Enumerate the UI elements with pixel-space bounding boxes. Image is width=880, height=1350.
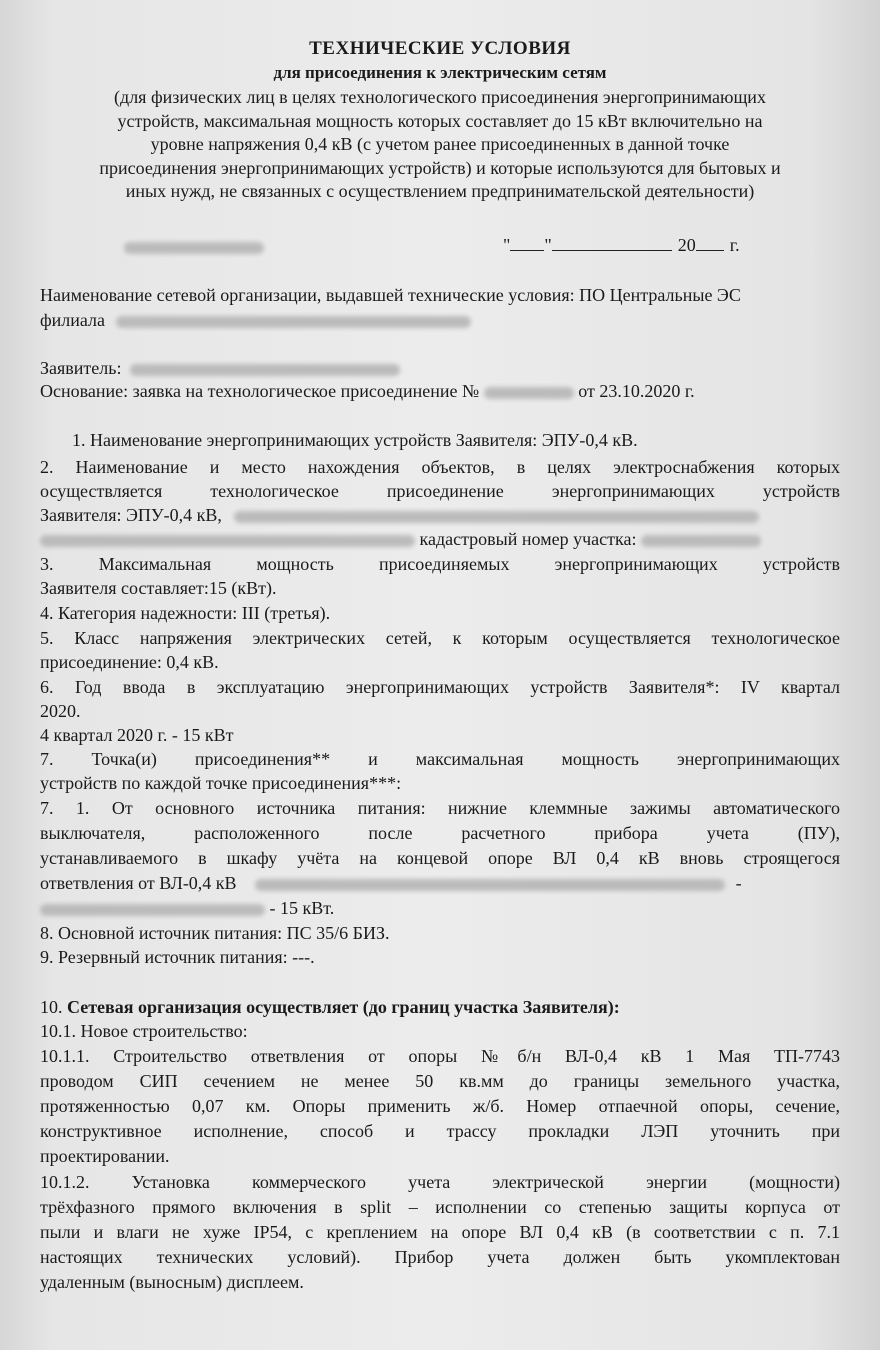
scope-line: иных нужд, не связанных с осуществлением предпринимательской деятельности) xyxy=(125,181,755,201)
item-10-number: 10. xyxy=(40,997,63,1017)
item-7-1-line: устанавливаемого в шкафу учёта на концевой опоре ВЛ 0,4 кВ вновь строящегося xyxy=(40,848,840,868)
date-year-suffix: г. xyxy=(729,235,740,255)
applicant-line xyxy=(40,358,400,379)
item-10-1-1-line: проектировании. xyxy=(40,1146,170,1166)
item-6-line: 4 квартал 2020 г. - 15 кВт xyxy=(40,725,234,745)
item-10-1-1-line: 10.1.1. Строительство ответвления от опоры №б/н ВЛ-0,4 кВ 1 Мая ТП-7743 xyxy=(40,1046,840,1066)
scope-paragraph xyxy=(40,86,840,204)
document-subtitle: для присоединения к электрическим сетям xyxy=(273,63,607,82)
document-title: ТЕХНИЧЕСКИЕ УСЛОВИЯ xyxy=(309,38,571,59)
item-10-text: Сетевая организация осуществляет (до границ участка Заявителя): xyxy=(67,997,620,1017)
redaction-blur xyxy=(234,511,759,523)
item-3-line: Заявителя составляет:15 (кВт). xyxy=(40,578,277,598)
item-10-1-2-line: трёхфазного прямого включения в split – исполнении со степенью защиты корпуса от xyxy=(40,1197,840,1217)
org-branch-line xyxy=(40,310,471,331)
redaction-blur xyxy=(116,316,471,328)
redaction-blur xyxy=(40,904,265,916)
redaction-blur xyxy=(40,535,415,547)
item-7-1-line xyxy=(40,898,334,919)
item-10-1-1-line: проводом СИП сечением не менее 50 кв.мм до границы земельного участка, xyxy=(40,1071,840,1091)
date-year-blank xyxy=(696,233,724,251)
item-10-1-1-line: конструктивное исполнение, способ и трассу прокладки ЛЭП уточнить при xyxy=(40,1121,840,1141)
item-2-line xyxy=(40,529,761,550)
item-10-1-2-line: 10.1.2. Установка коммерческого учета электрической энергии (мощности) xyxy=(40,1172,840,1192)
date-close-quote: " xyxy=(544,235,552,255)
redaction-blur xyxy=(484,387,574,399)
item-7-1-branch: ответвления от ВЛ-0,4 кВ xyxy=(40,873,237,893)
item-7-1-line: ответвления от ВЛ-0,4 кВ - xyxy=(40,873,742,893)
redaction-blur xyxy=(641,535,761,547)
item-2-line: 2. Наименование и место нахождения объектов, в целях электроснабжения которых xyxy=(40,457,840,477)
date-day-blank xyxy=(510,233,544,251)
item-5-line: присоединение: 0,4 кВ. xyxy=(40,652,219,672)
item-6-line: 6. Год ввода в эксплуатацию энергопринимающих устройств Заявителя*: IV квартал xyxy=(40,677,840,697)
basis-prefix: Основание: заявка на технологическое присоединение № xyxy=(40,381,480,401)
org-name-line: Наименование сетевой организации, выдавшей технические условия: ПО Центральные ЭС xyxy=(40,285,741,305)
item-10-1-2-line: пыли и влаги не хуже IP54, с креплением на опоре ВЛ 0,4 кВ (в соответствии с п. 7.1 xyxy=(40,1222,840,1242)
item-10-1-2-line: удаленным (выносным) дисплеем. xyxy=(40,1272,304,1292)
date-line xyxy=(503,233,740,256)
item-2-line xyxy=(40,505,759,526)
item-6-line: 2020. xyxy=(40,701,81,721)
date-month-blank xyxy=(552,233,672,251)
scope-line: (для физических лиц в целях технологического присоединения энергопринимающих xyxy=(114,87,766,107)
date-year-prefix: 20 xyxy=(677,235,696,255)
document-number-redacted xyxy=(124,236,264,257)
basis-line xyxy=(40,381,695,402)
scope-line: уровне напряжения 0,4 кВ (с учетом ранее присоединенных в данной точке xyxy=(150,134,730,154)
item-5-line: 5. Класс напряжения электрических сетей, к которым осуществляется технологическое xyxy=(40,628,840,648)
item-10-heading xyxy=(40,997,620,1018)
item-7-1-line: выключателя, расположенного после расчетного прибора учета (ПУ), xyxy=(40,823,840,843)
redaction-blur xyxy=(255,879,725,891)
item-9: 9. Резервный источник питания: ---. xyxy=(40,947,315,967)
redaction-blur xyxy=(130,364,400,376)
item-4: 4. Категория надежности: III (третья). xyxy=(40,603,331,623)
item-2-line: осуществляется технологическое присоединение энергопринимающих устройств xyxy=(40,481,840,501)
basis-suffix: от 23.10.2020 г. xyxy=(578,381,695,401)
item-7-1-line: 7. 1. От основного источника питания: нижние клеммные зажимы автоматического xyxy=(40,798,840,818)
item-10-1-2-line: настоящих технических условий). Прибор учета должен быть укомплектован xyxy=(40,1247,840,1267)
item-8: 8. Основной источник питания: ПС 35/6 БИЗ. xyxy=(40,923,390,943)
item-7-line: устройств по каждой точке присоединения***: xyxy=(40,773,402,793)
scope-line: присоединения энергопринимающих устройств) и которые используются для бытовых и xyxy=(99,157,781,178)
cadastral-label: кадастровый номер участка: xyxy=(419,529,637,549)
redaction-blur xyxy=(124,242,264,254)
item-10-1-1-line: протяженностью 0,07 км. Опоры применить ж/б. Номер отпаечной опоры, сечение, xyxy=(40,1096,840,1116)
item-10-1: 10.1. Новое строительство: xyxy=(40,1021,248,1041)
item-3-line: 3. Максимальная мощность присоединяемых энергопринимающих устройств xyxy=(40,554,840,574)
item-1: 1. Наименование энергопринимающих устройств Заявителя: ЭПУ-0,4 кВ. xyxy=(72,430,638,450)
item-7-1-power: - 15 кВт. xyxy=(269,898,335,918)
scope-line: устройств, максимальная мощность которых составляет до 15 кВт включительно на xyxy=(117,110,763,131)
item-2-applicant: Заявителя: ЭПУ-0,4 кВ, xyxy=(40,505,222,525)
date-open-quote: " xyxy=(503,235,511,255)
item-7-line: 7. Точка(и) присоединения** и максимальная мощность энергопринимающих xyxy=(40,749,840,769)
org-branch-label: филиала xyxy=(40,310,106,330)
applicant-label: Заявитель: xyxy=(40,358,122,378)
